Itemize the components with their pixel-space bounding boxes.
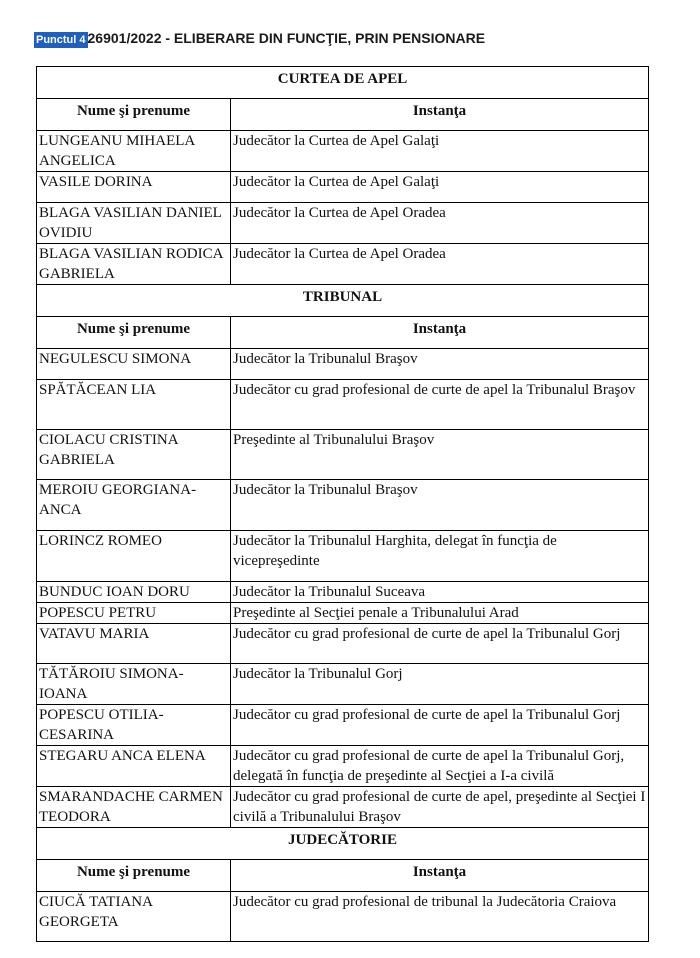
table-row <box>37 531 649 582</box>
cell-instance: Judecător cu grad profesional de curte de apel la Tribunalul Gorj, delegată în funcţia de preşedinte al Secţiei a I-a civilă <box>231 746 649 787</box>
table-row <box>37 480 649 531</box>
column-header-instance: Instanţa <box>231 99 649 131</box>
table-row <box>37 430 649 480</box>
cell-instance: Judecător la Curtea de Apel Oradea <box>231 203 649 244</box>
column-header-row <box>37 860 649 892</box>
column-header-name: Nume şi prenume <box>37 317 231 349</box>
column-header-row <box>37 317 649 349</box>
cell-instance: Preşedinte al Secţiei penale a Tribunalului Arad <box>231 603 649 624</box>
table-row <box>37 244 649 285</box>
section-header-judecatorie <box>37 828 649 860</box>
column-header-name: Nume şi prenume <box>37 99 231 131</box>
table-row <box>37 624 649 664</box>
table-row <box>37 172 649 203</box>
selected-text-highlight[interactable]: Punctul 4 <box>36 34 86 46</box>
section-header-tribunal <box>37 285 649 317</box>
section-title: JUDECĂTORIE <box>37 828 649 860</box>
item-heading <box>34 28 485 50</box>
cell-instance: Judecător la Curtea de Apel Oradea <box>231 244 649 285</box>
section-title: TRIBUNAL <box>37 285 649 317</box>
cell-name: STEGARU ANCA ELENA <box>37 746 231 787</box>
cell-instance: Judecător la Tribunalul Braşov <box>231 480 649 531</box>
table-row <box>37 892 649 942</box>
cell-name: POPESCU OTILIA-CESARINA <box>37 705 231 746</box>
cell-name: SMARANDACHE CARMEN TEODORA <box>37 787 231 828</box>
table-row <box>37 664 649 705</box>
cell-name: BUNDUC IOAN DORU <box>37 582 231 603</box>
cell-instance: Judecător la Tribunalul Gorj <box>231 664 649 705</box>
cell-instance: Judecător cu grad profesional de curte de apel la Tribunalul Braşov <box>231 380 649 430</box>
cell-name: MEROIU GEORGIANA-ANCA <box>37 480 231 531</box>
cell-name: LORINCZ ROMEO <box>37 531 231 582</box>
cell-name: POPESCU PETRU <box>37 603 231 624</box>
cell-instance: Judecător la Curtea de Apel Galaţi <box>231 131 649 172</box>
cell-instance: Judecător cu grad profesional de curte de apel, preşedinte al Secţiei I civilă a Tribunalului Braşov <box>231 787 649 828</box>
table-row <box>37 787 649 828</box>
table-row <box>37 380 649 430</box>
column-header-name: Nume şi prenume <box>37 860 231 892</box>
cell-instance: Judecător la Tribunalul Braşov <box>231 349 649 380</box>
table-row <box>37 603 649 624</box>
cell-instance: Judecător la Tribunalul Suceava <box>231 582 649 603</box>
column-header-instance: Instanţa <box>231 860 649 892</box>
cell-instance: Judecător cu grad profesional de curte de apel la Tribunalul Gorj <box>231 624 649 664</box>
cell-name: BLAGA VASILIAN DANIEL OVIDIU <box>37 203 231 244</box>
cell-name: CIOLACU CRISTINA GABRIELA <box>37 430 231 480</box>
cell-name: LUNGEANU MIHAELA ANGELICA <box>37 131 231 172</box>
table-row <box>37 131 649 172</box>
cell-name: SPĂTĂCEAN LIA <box>37 380 231 430</box>
column-header-instance: Instanţa <box>231 317 649 349</box>
section-title: CURTEA DE APEL <box>37 67 649 99</box>
cell-name: TĂTĂROIU SIMONA-IOANA <box>37 664 231 705</box>
cell-instance: Judecător cu grad profesional de tribunal la Judecătoria Craiova <box>231 892 649 942</box>
table-row <box>37 746 649 787</box>
cell-instance: Judecător la Tribunalul Harghita, delegat în funcţia de vicepreşedinte <box>231 531 649 582</box>
table-row <box>37 203 649 244</box>
cell-instance: Judecător la Curtea de Apel Galaţi <box>231 172 649 203</box>
cell-name: CIUCĂ TATIANA GEORGETA <box>37 892 231 942</box>
cell-name: NEGULESCU SIMONA <box>37 349 231 380</box>
table-row <box>37 349 649 380</box>
cell-name: BLAGA VASILIAN RODICA GABRIELA <box>37 244 231 285</box>
table-row <box>37 582 649 603</box>
cell-instance: Judecător cu grad profesional de curte de apel la Tribunalul Gorj <box>231 705 649 746</box>
judges-table <box>36 66 649 942</box>
cell-instance: Preşedinte al Tribunalului Braşov <box>231 430 649 480</box>
table-row <box>37 705 649 746</box>
heading-title: 26901/2022 - ELIBERARE DIN FUNCŢIE, PRIN PENSIONARE <box>87 30 486 46</box>
column-header-row <box>37 99 649 131</box>
cell-name: VATAVU MARIA <box>37 624 231 664</box>
section-header-curtea-de-apel <box>37 67 649 99</box>
cell-name: VASILE DORINA <box>37 172 231 203</box>
